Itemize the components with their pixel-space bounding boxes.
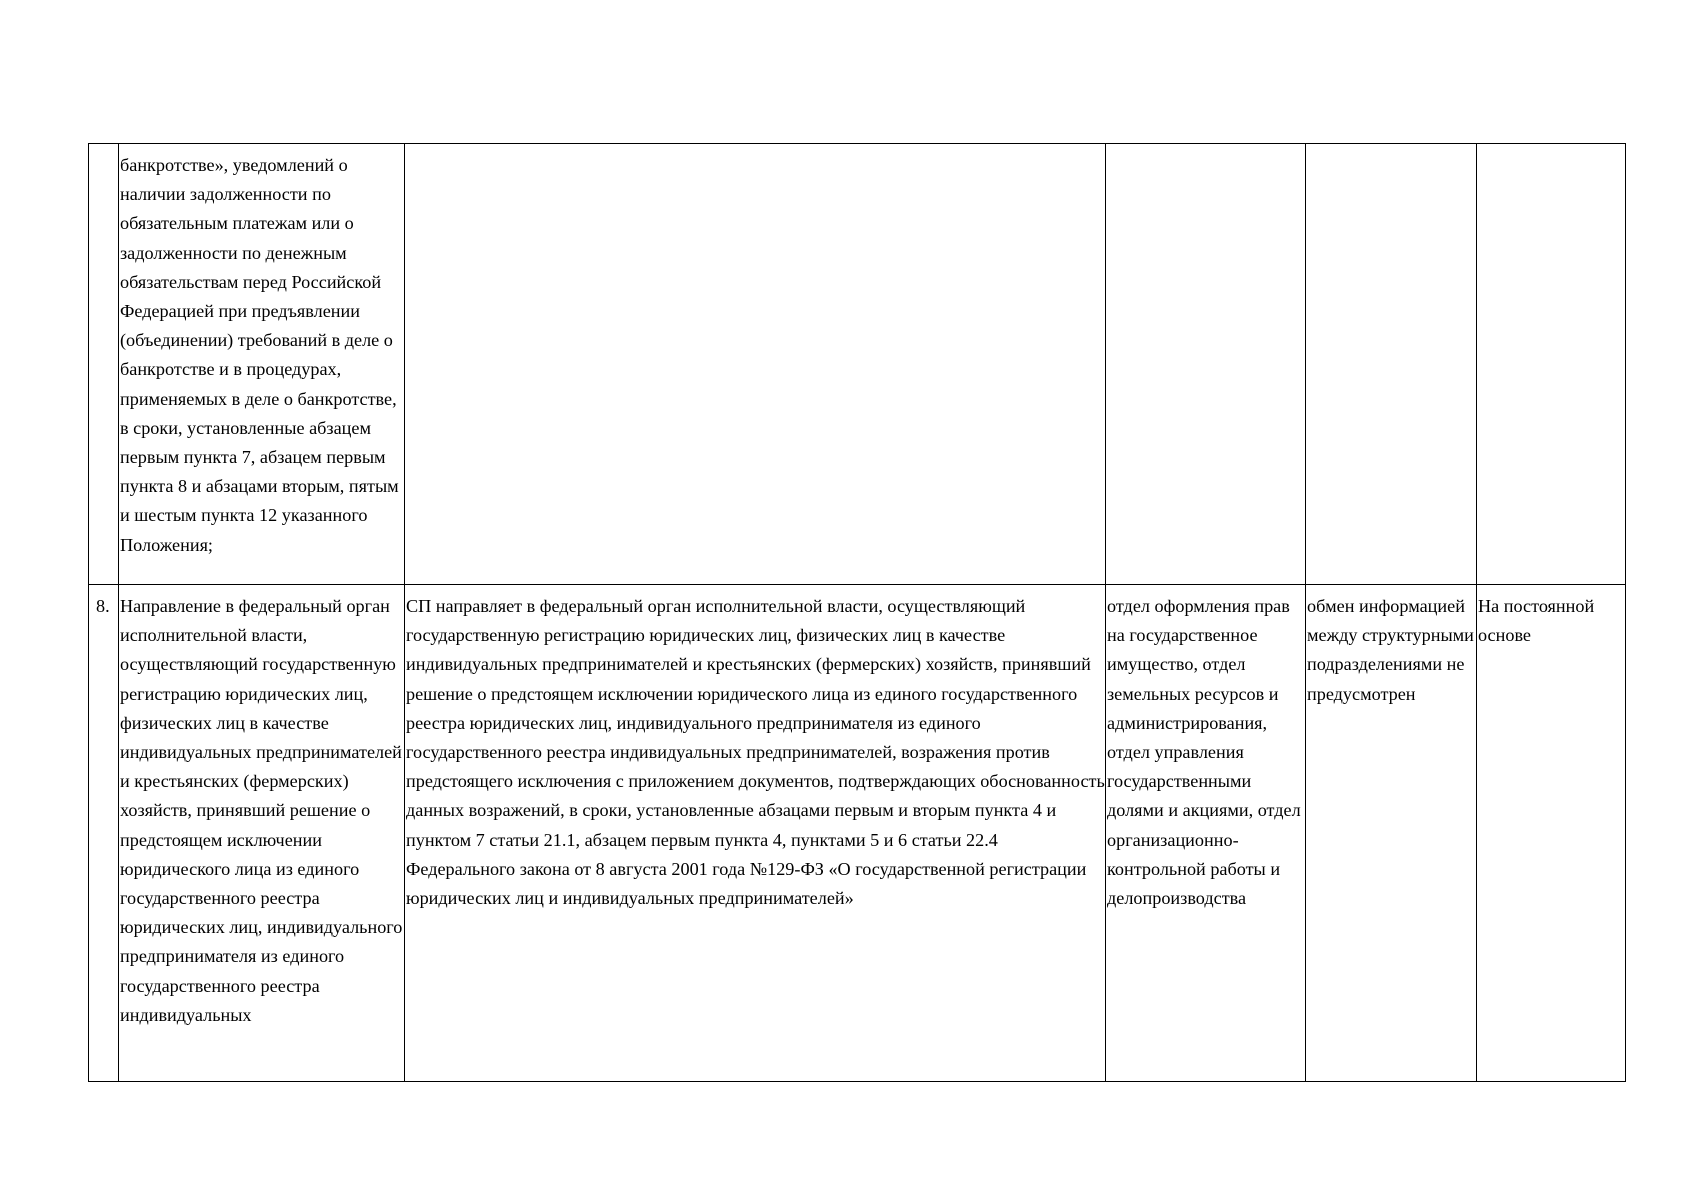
row-description: банкротстве», уведомлений о наличии задолженности по обязательным платежам или о задолженности по денежным обязательствам перед Российской Федерацией при предъявлении (объединении) требований в деле о банкротстве и в процедурах, применяемых в деле о банкротстве, в сроки, установленные абзацем первым пункта 7, абзацем первым пункта 8 и абзацами вторым, пятым и шестым пункта 12 указанного Положения; (120, 155, 399, 555)
procedure-cell (405, 144, 1106, 585)
responsible-cell (1106, 144, 1306, 585)
procedure-cell (405, 585, 1106, 1082)
row-period: На постоянной основе (1478, 596, 1595, 646)
exchange-cell (1306, 585, 1477, 1082)
procedures-table (88, 143, 1626, 1082)
description-cell (119, 144, 405, 585)
row-procedure: СП направляет в федеральный орган исполнительной власти, осуществляющий государственную регистрацию юридических лиц, физических лиц в качестве индивидуальных предпринимателей и крестьянских (фермерских) хозяйств, принявший решение о предстоящем исключении юридического лица из единого государственного реестра юридических лиц, индивидуального предпринимателя из единого государственного реестра индивидуальных предпринимателей, возражения против предстоящего исключения с приложением документов, подтверждающих обоснованность данных возражений, в сроки, установленные абзацами первым и вторым пункта 4 и пунктом 7 статьи 21.1, абзацем первым пункта 4, пунктами 5 и 6 статьи 22.4 Федерального закона от 8 августа 2001 года №129-ФЗ «О государственной регистрации юридических лиц и индивидуальных предпринимателей» (406, 596, 1105, 909)
responsible-cell (1106, 585, 1306, 1082)
table-row (89, 585, 1626, 1082)
row-description: Направление в федеральный орган исполнительной власти, осуществляющий государственную регистрацию юридических лиц, физических лиц в качестве индивидуальных предпринимателей и крестьянских (фермерских) хозяйств, принявший решение о предстоящем исключении юридического лица из единого государственного реестра юридических лиц, индивидуального предпринимателя из единого государственного реестра индивидуальных (120, 596, 403, 1025)
row-number-cell (89, 144, 119, 585)
table-row (89, 144, 1626, 585)
exchange-cell (1306, 144, 1477, 585)
row-responsible: отдел оформления прав на государственное имущество, отдел земельных ресурсов и администрирования, отдел управления государственными долями и акциями, отдел организационно-контрольной работы и делопроизводства (1107, 596, 1301, 909)
period-cell (1477, 585, 1626, 1082)
row-exchange: обмен информацией между структурными подразделениями не предусмотрен (1307, 596, 1474, 704)
description-cell (119, 585, 405, 1082)
period-cell (1477, 144, 1626, 585)
row-number: 8. (96, 596, 110, 616)
row-number-cell (89, 585, 119, 1082)
